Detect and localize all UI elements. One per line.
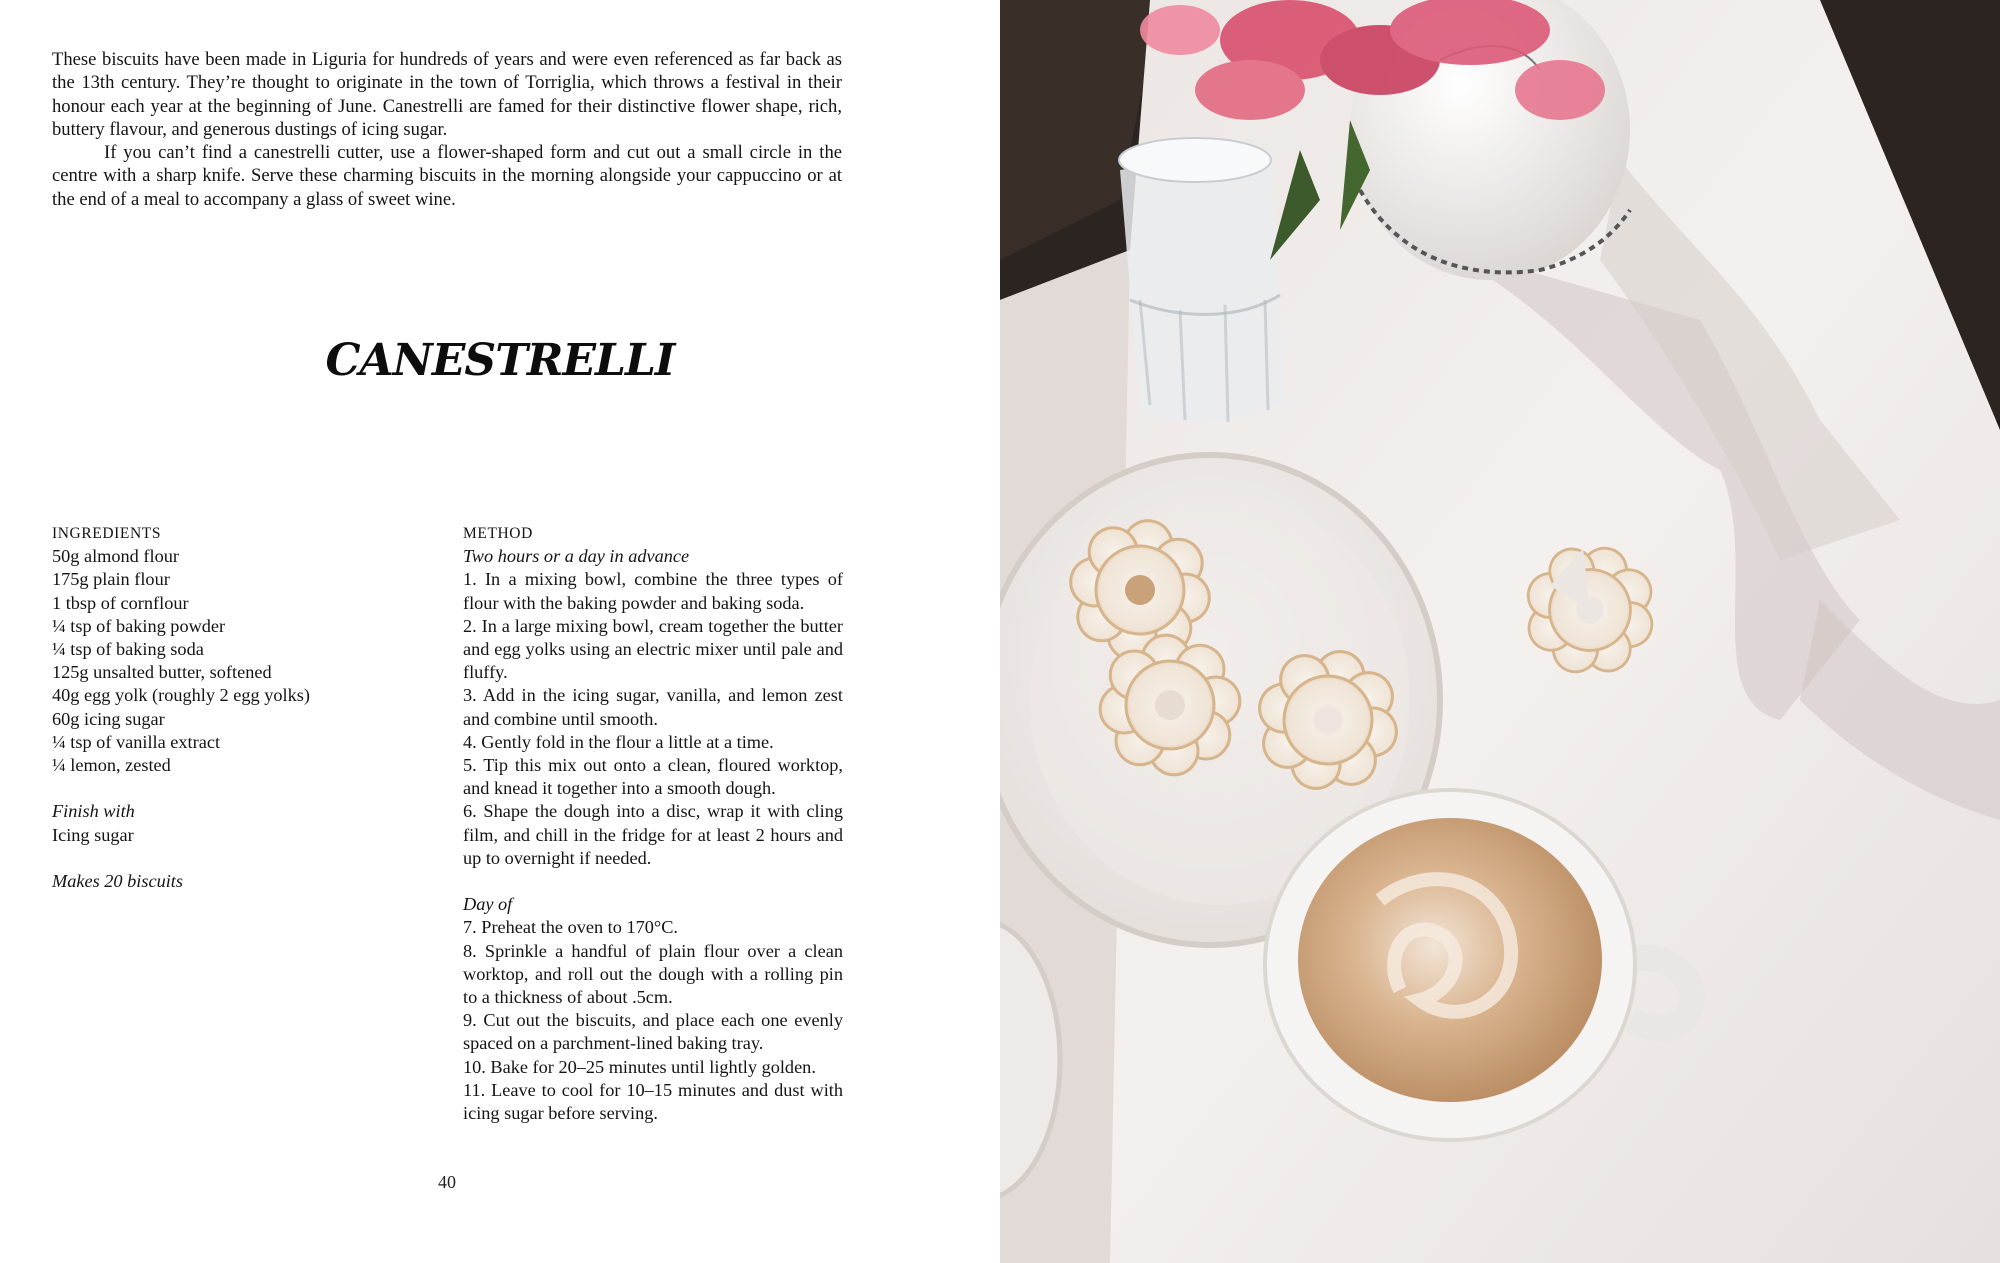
ingredient-item: 125g unsalted butter, softened (52, 662, 272, 683)
method-step: 10. Bake for 20–25 minutes until lightly golden. (463, 1056, 816, 1077)
finish-item: Icing sugar (52, 824, 134, 845)
method-column (463, 522, 843, 1125)
page-number: 40 (438, 1172, 456, 1192)
ingredient-item: 40g egg yolk (roughly 2 egg yolks) (52, 685, 310, 706)
ingredients-heading: INGREDIENTS (52, 525, 162, 542)
ingredient-item: 175g plain flour (52, 569, 170, 590)
ingredients-column (52, 522, 412, 893)
ingredient-item: ¼ tsp of vanilla extract (52, 731, 221, 752)
method-step: 3. Add in the icing sugar, vanilla, and lemon zest and combine until smooth. (463, 685, 843, 729)
ingredient-item: 1 tbsp of cornflour (52, 592, 189, 613)
method-step: 7. Preheat the oven to 170°C. (463, 917, 678, 938)
method-step: 5. Tip this mix out onto a clean, floured worktop, and knead it together into a smooth dough. (463, 755, 843, 799)
intro-text (52, 48, 842, 211)
method-step: 11. Leave to cool for 10–15 minutes and dust with icing sugar before serving. (463, 1079, 843, 1124)
method-step: 4. Gently fold in the flour a little at a time. (463, 731, 774, 752)
method-step: 1. In a mixing bowl, combine the three types of flour with the baking powder and baking soda. (463, 569, 843, 613)
intro-paragraph-1: These biscuits have been made in Liguria for hundreds of years and were even referenced as far back as the 13th century. They’re thought to originate in the town of Torriglia, which throws a festival in their honour each year at the beginning of June. Canestrelli are famed for their distinctive flower shape, rich, buttery flavour, and generous dustings of icing sugar. (52, 49, 842, 140)
yield-text: Makes 20 biscuits (52, 871, 183, 892)
ingredient-item: ¼ tsp of baking powder (52, 615, 226, 636)
ingredient-item: 60g icing sugar (52, 708, 165, 729)
finish-heading: Finish with (52, 801, 135, 822)
dayof-heading: Day of (463, 894, 513, 915)
method-step: 9. Cut out the biscuits, and place each one evenly spaced on a parchment-lined baking tray. (463, 1010, 843, 1054)
advance-heading: Two hours or a day in advance (463, 546, 690, 567)
method-step: 8. Sprinkle a handful of plain flour over a clean worktop, and roll out the dough with a rolling pin to a thickness of about .5cm. (463, 940, 843, 1008)
recipe-title: CANESTRELLI (325, 335, 675, 386)
method-heading: METHOD (463, 525, 533, 542)
ingredient-item: 50g almond flour (52, 546, 179, 567)
method-step: 6. Shape the dough into a disc, wrap it with cling film, and chill in the fridge for at least 2 hours and up to overnight if needed. (463, 801, 843, 868)
ingredient-item: ¼ tsp of baking soda (52, 639, 204, 660)
method-step: 2. In a large mixing bowl, cream together the butter and egg yolks using an electric mixer until pale and fluffy. (463, 615, 843, 683)
intro-paragraph-2: If you can’t find a canestrelli cutter, use a flower-shaped form and cut out a small circle in the centre with a sharp knife. Serve these charming biscuits in the morning alongside your cappuccino or at the end of a meal to accompany a glass of sweet wine. (52, 142, 842, 210)
food-photo (1000, 0, 2000, 1263)
ingredient-item: ¼ lemon, zested (52, 755, 171, 776)
